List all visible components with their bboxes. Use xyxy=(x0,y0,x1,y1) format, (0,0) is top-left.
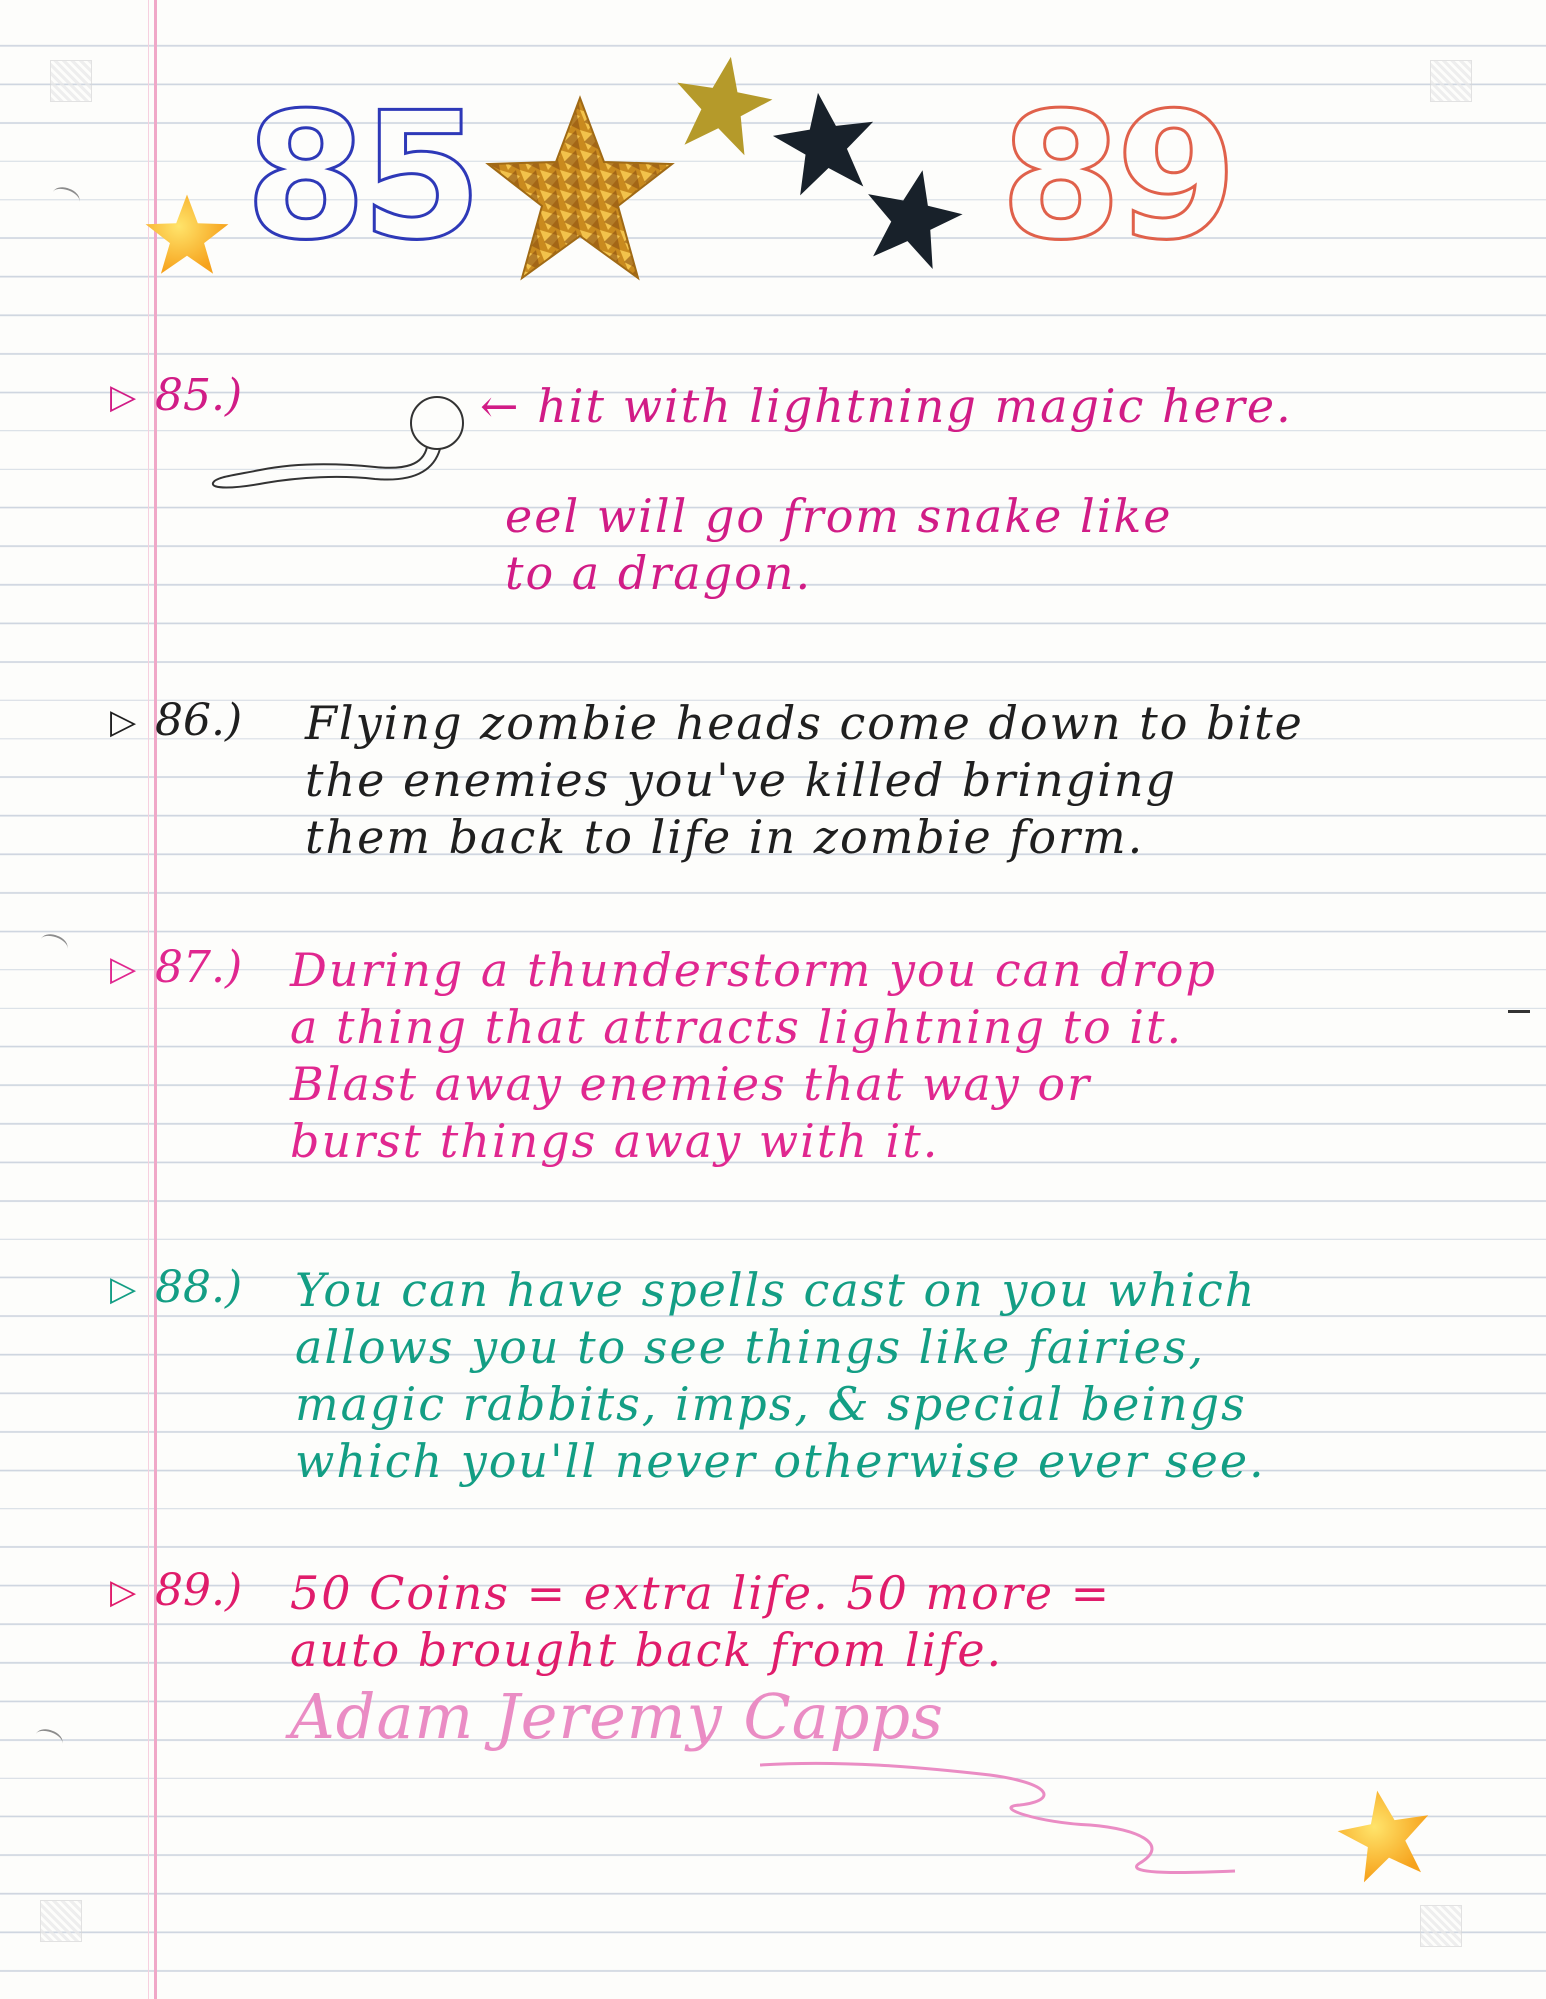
entry-text xyxy=(480,378,1440,435)
entry-line: Flying zombie heads come down to bite xyxy=(305,696,1304,750)
entry-line: the enemies you've killed bringing xyxy=(305,753,1177,807)
holographic-gold-star-icon xyxy=(480,90,680,290)
entry-number: 89.) xyxy=(155,1565,243,1616)
triangle-marker-icon: ▷ xyxy=(110,1269,137,1309)
entry-line: Blast away enemies that way or xyxy=(290,1057,1092,1111)
entry-line: eel will go from snake like xyxy=(505,489,1173,543)
triangle-marker-icon: ▷ xyxy=(110,949,137,989)
entry-line: to a dragon. xyxy=(505,546,813,600)
entry-number: 86.) xyxy=(155,695,243,746)
triangle-marker-icon: ▷ xyxy=(110,377,137,417)
idea-entry-89 xyxy=(100,1565,1440,1685)
small-gold-star-icon xyxy=(1335,1785,1435,1885)
author-signature: Adam Jeremy Capps xyxy=(290,1680,944,1753)
idea-entry-85 xyxy=(100,370,1440,610)
triangle-marker-icon: ▷ xyxy=(110,1572,137,1612)
punch-hole-mark xyxy=(33,1726,65,1752)
entry-text xyxy=(295,1262,1475,1490)
entry-line: a thing that attracts lightning to it. xyxy=(290,1000,1184,1054)
entry-text xyxy=(290,1565,1470,1679)
entry-line: them back to life in zombie form. xyxy=(305,810,1145,864)
entry-line: ← hit with lightning magic here. xyxy=(480,379,1293,433)
entry-line: magic rabbits, imps, & special beings xyxy=(295,1377,1247,1431)
punch-hole-mark xyxy=(38,931,70,957)
entry-text-continued xyxy=(505,488,1405,602)
entry-line: 50 Coins = extra life. 50 more = xyxy=(290,1566,1112,1620)
range-start-number: 85 xyxy=(245,76,477,279)
idea-entry-86 xyxy=(100,695,1440,875)
small-gold-star-icon xyxy=(142,190,232,280)
entry-text xyxy=(305,695,1485,866)
edge-tick xyxy=(1508,1010,1530,1013)
corner-mark-bottom-right xyxy=(1420,1905,1462,1947)
entry-text xyxy=(290,942,1470,1170)
idea-entry-88 xyxy=(100,1262,1440,1502)
range-end-number: 89 xyxy=(1000,76,1232,279)
entry-number: 87.) xyxy=(155,942,243,993)
entry-number: 88.) xyxy=(155,1262,243,1313)
entry-line: allows you to see things like fairies, xyxy=(295,1320,1206,1374)
triangle-marker-icon: ▷ xyxy=(110,702,137,742)
entry-number: 85.) xyxy=(155,370,243,421)
entry-line: which you'll never otherwise ever see. xyxy=(295,1434,1266,1488)
gold-star-icon xyxy=(670,52,775,157)
entry-line: auto brought back from life. xyxy=(290,1623,1004,1677)
corner-mark-bottom-left xyxy=(40,1900,82,1942)
page-header xyxy=(0,0,1546,320)
entry-line: During a thunderstorm you can drop xyxy=(290,943,1217,997)
black-star-icon xyxy=(860,165,965,270)
entry-line: burst things away with it. xyxy=(290,1114,940,1168)
eel-sketch xyxy=(205,385,505,495)
idea-entry-87 xyxy=(100,942,1440,1182)
entry-line: You can have spells cast on you which xyxy=(295,1263,1257,1317)
signature-flourish xyxy=(760,1745,1240,1885)
